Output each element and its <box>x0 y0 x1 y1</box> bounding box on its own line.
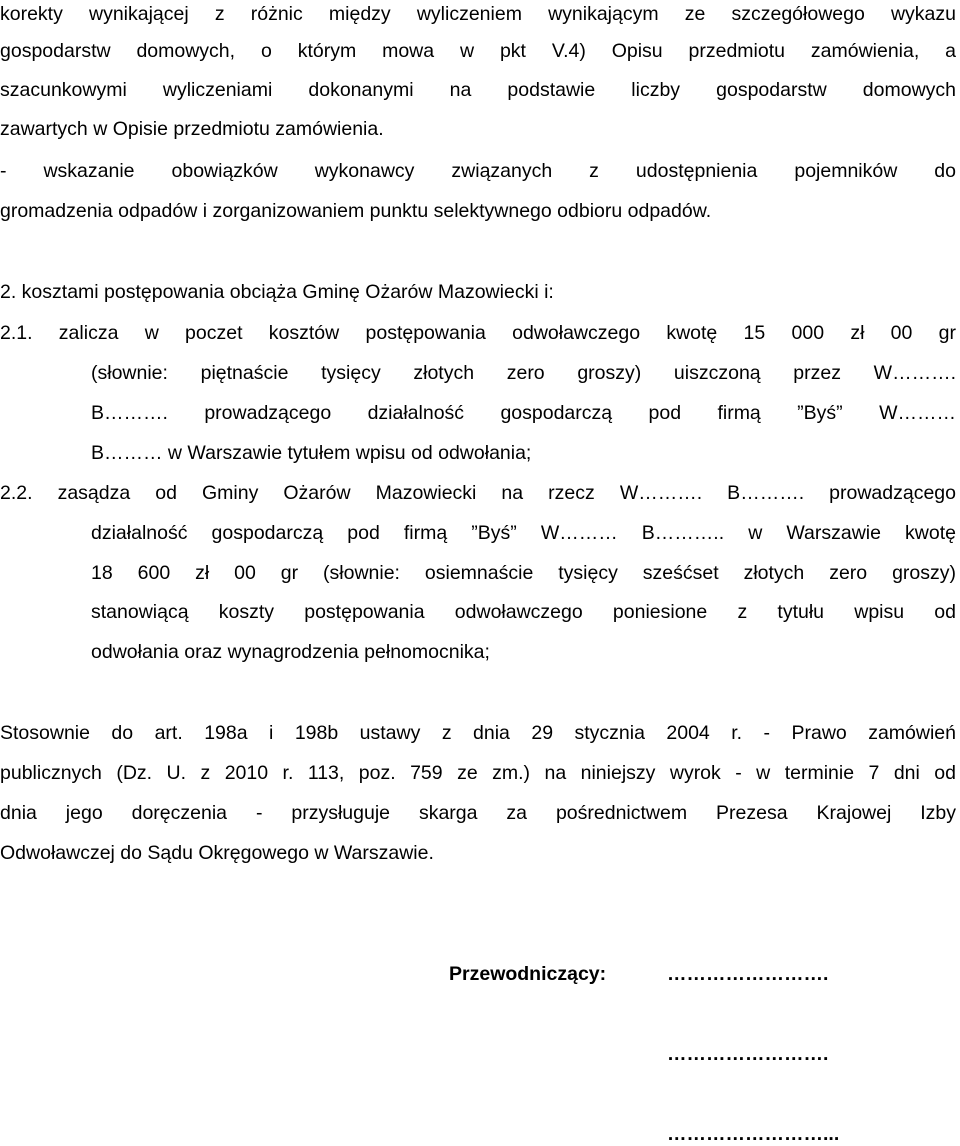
intro-line-3: szacunkowymi wyliczeniami dokonanymi na podstawie liczby gospodarstw domowych <box>0 79 956 101</box>
signature-dots-1: ……………………. <box>667 963 829 985</box>
appeal-line-3: dnia jego doręczenia - przysługuje skarga za pośrednictwem Prezesa Krajowej Izby <box>0 802 956 824</box>
point-2-2-line-3: 18 600 zł 00 gr (słownie: osiemnaście tysięcy sześćset złotych zero groszy) <box>91 562 956 584</box>
point-2-1-line-3: B………. prowadzącego działalność gospodarczą pod firmą ”Byś” W……… <box>91 402 956 424</box>
signature-dots-2: ……………………. <box>667 1043 829 1065</box>
point-2-2-line-2: działalność gospodarczą pod firmą ”Byś” W……… B……….. w Warszawie kwotę <box>91 522 956 544</box>
point-2-2-line-5: odwołania oraz wynagrodzenia pełnomocnika; <box>91 641 490 663</box>
intro-line-6: gromadzenia odpadów i zorganizowaniem punktu selektywnego odbioru odpadów. <box>0 200 712 222</box>
point-2-2-line-4: stanowiącą koszty postępowania odwoławczego poniesione z tytułu wpisu od <box>91 601 956 623</box>
intro-line-4: zawartych w Opisie przedmiotu zamówienia. <box>0 118 384 140</box>
point-2-heading: 2. kosztami postępowania obciąża Gminę Ożarów Mazowiecki i: <box>0 281 554 303</box>
signature-label: Przewodniczący: <box>449 963 607 985</box>
appeal-line-1: Stosownie do art. 198a i 198b ustawy z dnia 29 stycznia 2004 r. - Prawo zamówień <box>0 722 956 744</box>
signature-dots-3: ……………………... <box>667 1123 840 1145</box>
intro-line-5: - wskazanie obowiązków wykonawcy związanych z udostępnienia pojemników do <box>0 160 956 182</box>
point-2-1-line-2: (słownie: piętnaście tysięcy złotych zero groszy) uiszczoną przez W………. <box>91 362 956 384</box>
intro-line-2: gospodarstw domowych, o którym mowa w pkt V.4) Opisu przedmiotu zamówienia, a <box>0 40 956 62</box>
intro-line-1: korekty wynikającej z różnic między wyliczeniem wynikającym ze szczegółowego wykazu <box>0 3 956 25</box>
point-2-1-line-1: 2.1. zalicza w poczet kosztów postępowania odwoławczego kwotę 15 000 zł 00 gr <box>0 322 956 344</box>
point-2-1-line-4: B……… w Warszawie tytułem wpisu od odwołania; <box>91 442 532 464</box>
appeal-line-2: publicznych (Dz. U. z 2010 r. 113, poz. 759 ze zm.) na niniejszy wyrok - w terminie 7 dni od <box>0 762 956 784</box>
appeal-line-4: Odwoławczej do Sądu Okręgowego w Warszawie. <box>0 842 434 864</box>
point-2-2-line-1: 2.2. zasądza od Gminy Ożarów Mazowiecki na rzecz W………. B………. prowadzącego <box>0 482 956 504</box>
